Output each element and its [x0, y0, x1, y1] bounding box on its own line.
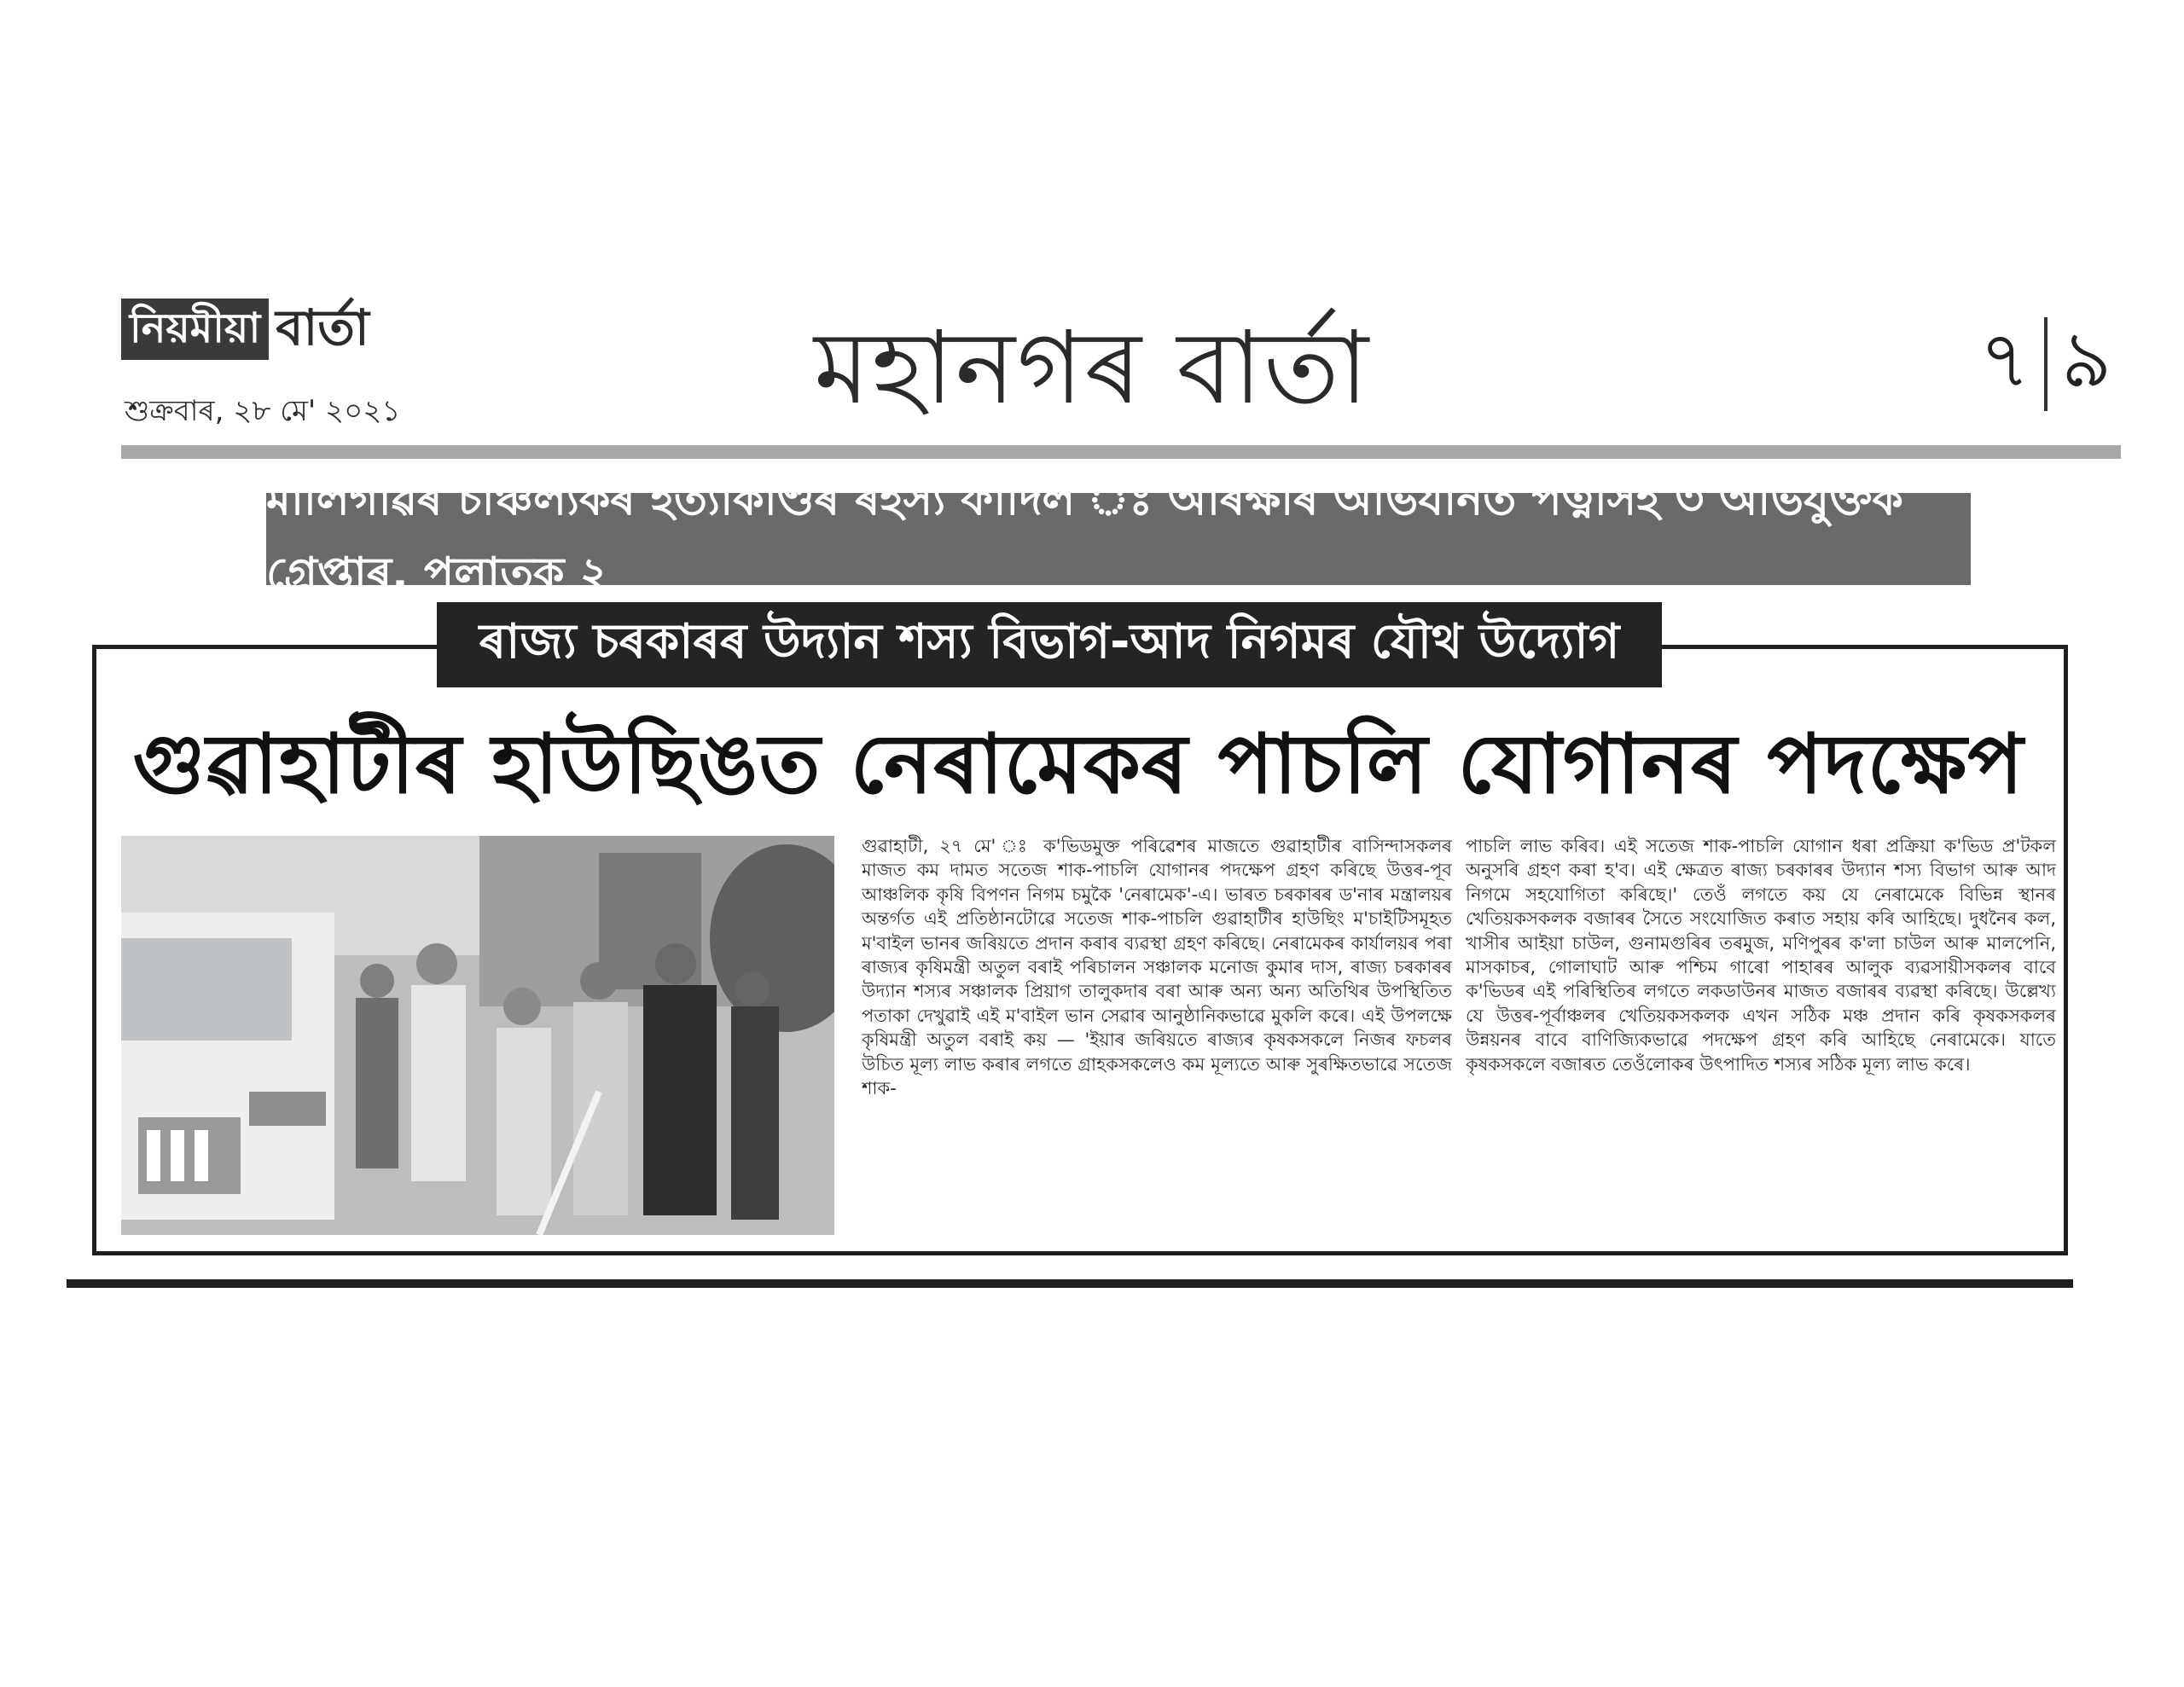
page-number-right: ৯: [2060, 314, 2112, 405]
logo-part2: বাৰ্তা: [276, 299, 369, 357]
publication-date: শুক্ৰবাৰ, ২৮ মে' ২০২১: [125, 394, 401, 428]
news-photo: [121, 836, 834, 1235]
article-headline: গুৱাহাটীৰ হাউছিঙত নেৰামেকৰ পাচলি যোগানৰ পদক্ষেপ: [132, 716, 2024, 812]
logo-part1: নিয়মীয়া: [121, 299, 269, 360]
bottom-rule: [67, 1279, 2073, 1288]
page-number-divider: [2044, 317, 2048, 411]
article-body-column-1: গুৱাহাটী, ২৭ মে' ঃ ক'ভিডমুক্ত পৰিৱেশৰ মাজতে গুৱাহাটীৰ বাসিন্দাসকলৰ মাজত কম দামত সতেজ শাক-পাচলি যোগানৰ পদক্ষেপ গ্ৰহণ কৰিছে উত্তৰ-পূব আঞ্চলিক কৃষি বিপণন নিগম চমুকৈ 'নেৰামেক'-এ। ভাৰত চৰকাৰৰ ড'নাৰ মন্ত্ৰালয়ৰ অন্তৰ্গত এই প্ৰতিষ্ঠানটোৱে সতেজ শাক-পাচলি গুৱাহাটীৰ হাউছিং ম'চাইটিসমূহত ম'বাইল ভানৰ জৰিয়তে প্ৰদান কৰাৰ ব্যৱস্থা গ্ৰহণ কৰিছে। নেৰামেকৰ কাৰ্যালয়ৰ পৰা ৰাজ্যৰ কৃষিমন্ত্ৰী অতুল বৰাই পৰিচালন সঞ্চালক মনোজ কুমাৰ দাস, ৰাজ্য চৰকাৰৰ উদ্যান শস্যৰ সঞ্চালক প্ৰিয়াগ তালুকদাৰ বৰা আৰু অন্য অন্য অতিথিৰ উপস্থিতিত পতাকা দেখুৱাই এই ম'বাইল ভান সেৱাৰ আনুষ্ঠানিকভাৱে মুকলি কৰে। এই উপলক্ষে কৃষিমন্ত্ৰী অতুল বৰাই কয় — 'ইয়াৰ জৰিয়তে ৰাজ্যৰ কৃষকসকলে নিজৰ ফচলৰ উচিত মূল্য লাভ কৰাৰ লগতে গ্ৰাহকসকলেও কম মূল্যতে আৰু সুৰক্ষিতভাৱে সতেজ শাক-: [862, 836, 1452, 1099]
photo-illustration: [121, 836, 834, 1235]
section-title: মহানগৰ বাৰ্তা: [813, 309, 1371, 426]
masthead-rule: [121, 445, 2121, 459]
article-kicker: ৰাজ্য চৰকাৰৰ উদ্যান শস্য বিভাগ-আদ নিগমৰ যৌথ উদ্যোগ: [437, 602, 1662, 687]
page-number: [1979, 299, 2112, 430]
related-headline-banner: মালিগাঁৱৰ চাঞ্চল্যকৰ হত্যাকাণ্ডৰ ৰহস্য ফাদিল ঃ আৰক্ষীৰ অভিযানত পত্নীসহ ৩ অভিযুক্তক গ্ৰেপ্তাৰ, পলাতক ২: [266, 493, 1971, 585]
page-number-left: ৭: [1979, 314, 2030, 405]
article-body-column-2: পাচলি লাভ কৰিব। এই সতেজ শাক-পাচলি যোগান ধৰা প্ৰক্ৰিয়া ক'ভিড প্ৰ'টকল অনুসৰি গ্ৰহণ কৰা হ'ব। এই ক্ষেত্ৰত ৰাজ্য চৰকাৰৰ উদ্যান শস্য বিভাগ আৰু আদ নিগমে সহযোগিতা কৰিছে।' তেওঁ লগতে কয় যে নেৰামেকে বিভিন্ন স্থানৰ খেতিয়কসকলক বজাৰৰ সৈতে সংযোজিত কৰাত সহায় কৰি আহিছে। দুধনৈৰ কল, খাসীৰ আইয়া চাউল, গুনামগুৰিৰ তৰমুজ, মণিপুৰৰ ক'লা চাউল আৰু মালপেনি, মাসকাচৰ, গোলাঘাট আৰু পশ্চিম গাৰো পাহাৰৰ আলুক ব্যৱসায়ীসকলৰ বাবে ক'ভিডৰ এই পৰিস্থিতিৰ লগতে লকডাউনৰ মাজত বজাৰৰ ব্যৱস্থা কৰিছে। উল্লেখ্য যে উত্তৰ-পূৰ্বাঞ্চলৰ খেতিয়কসকলক এখন সঠিক মঞ্চ প্ৰদান কৰি কৃষকসকলৰ উন্নয়নৰ বাবে বাণিজ্যিকভাৱে পদক্ষেপ গ্ৰহণ কৰি আহিছে নেৰামেকে। যাতে কৃষকসকলে বজাৰত তেওঁলোকৰ উৎপাদিত শস্যৰ সঠিক মূল্য লাভ কৰে।: [1466, 836, 2056, 1075]
